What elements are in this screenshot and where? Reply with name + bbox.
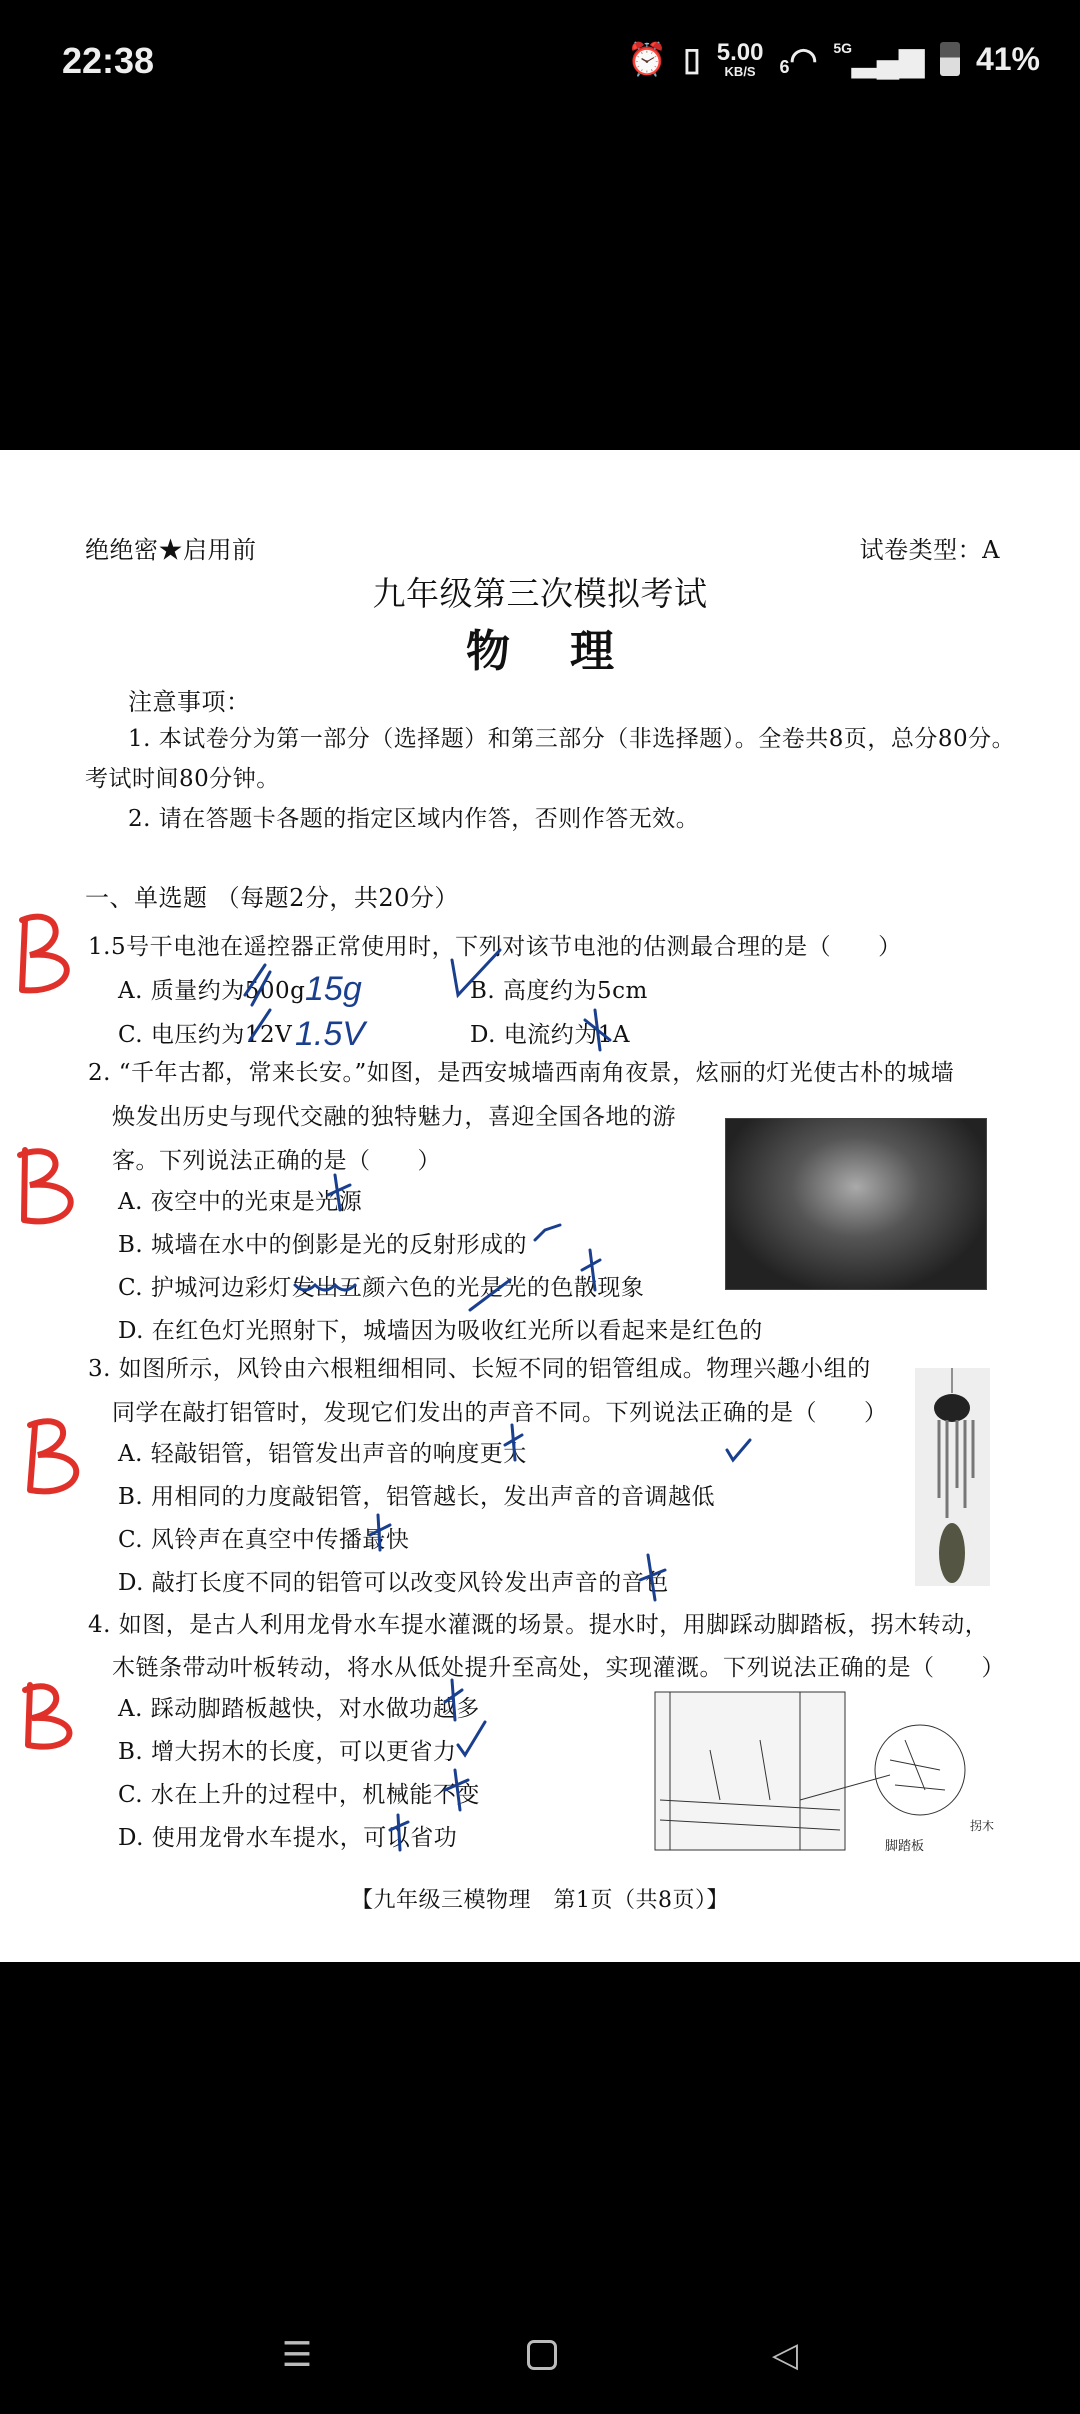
subject-title: 物理: [466, 626, 674, 677]
q4-stem-1: 4. 如图，是古人利用龙骨水车提水灌溉的场景。提水时，用脚踩动脚踏板，拐木转动，: [88, 1612, 989, 1638]
handwritten-1-5v: 1.5V: [295, 1015, 365, 1053]
handwritten-15g: 15g: [305, 970, 362, 1008]
paper-type: 试卷类型：A: [859, 536, 1000, 564]
q1-option-b: B. 高度约为5cm: [470, 978, 648, 1004]
pedal-label: 脚踏板: [885, 1839, 925, 1854]
back-icon: ◁: [771, 2335, 799, 2375]
exam-title: 九年级第三次模拟考试: [372, 574, 708, 613]
q1-option-a: A. 质量约为500g: [118, 978, 306, 1004]
confidential-label: 绝绝密★启用前: [85, 536, 257, 564]
battery-percent: 41%: [975, 40, 1040, 77]
q3-option-c: C. 风铃声在真空中传播最快: [118, 1527, 410, 1553]
q4-option-b: B. 增大拐木的长度，可以更省力: [118, 1739, 457, 1765]
back-button[interactable]: [760, 2330, 810, 2380]
q3-stem-2: 同学在敲打铝管时，发现它们发出的声音不同。下列说法正确的是（ ）: [112, 1400, 888, 1426]
red-answer-marks: [20, 917, 76, 1747]
net-speed: 5.00 KB/S: [716, 38, 764, 79]
q2-stem-2: 焕发出历史与现代交融的独特魅力，喜迎全国各地的游: [112, 1104, 676, 1130]
section-heading: 一、单选题 （每题2分，共20分）: [85, 884, 459, 912]
answer-b-q1: [22, 917, 67, 991]
home-button[interactable]: [517, 2330, 567, 2380]
alarm-icon: ⏰: [627, 41, 668, 77]
answer-b-q4: [25, 1685, 69, 1747]
navigation-bar: [0, 2300, 1080, 2414]
answer-b-q2: [20, 1150, 71, 1221]
menu-icon: ☰: [281, 2335, 313, 2375]
water-wheel-illustration: [650, 1690, 1000, 1855]
q4-option-d: D. 使用龙骨水车提水，可以省功: [118, 1825, 458, 1851]
page-footer: 【九年级三模物理 第1页（共8页）】: [351, 1888, 729, 1913]
q1-stem: 1.5号干电池在遥控器正常使用时，下列对该节电池的估测最合理的是（ ）: [88, 934, 902, 960]
vibrate-icon: ▯: [683, 41, 701, 77]
q1-option-c: C. 电压约为12V: [118, 1022, 293, 1048]
status-bar: [0, 0, 1080, 130]
note-2: 2. 请在答题卡各题的指定区域内作答，否则作答无效。: [128, 806, 700, 832]
q3-option-b: B. 用相同的力度敲铝管，铝管越长，发出声音的音调越低: [118, 1484, 716, 1510]
q4-option-c: C. 水在上升的过程中，机械能不变: [118, 1782, 480, 1808]
notes-heading: 注意事项：: [128, 688, 251, 716]
q3-stem-1: 3. 如图所示，风铃由六根粗细相同、长短不同的铝管组成。物理兴趣小组的: [88, 1356, 871, 1382]
note-1-cont: 考试时间80分钟。: [85, 766, 280, 792]
q4-stem-2: 木链条带动叶板转动，将水从低处提升至高处，实现灌溉。下列说法正确的是（ ）: [112, 1655, 1005, 1681]
city-wall-night-photo: [725, 1118, 987, 1290]
q2-option-b: B. 城墙在水中的倒影是光的反射形成的: [118, 1232, 528, 1258]
clock: 22:38: [62, 40, 155, 81]
home-icon: [527, 2340, 557, 2370]
cell-signal-icon: 5G ▂▄▆: [833, 40, 924, 77]
wifi-icon: 6 ◠: [779, 41, 818, 77]
q2-stem-3: 客。下列说法正确的是（ ）: [112, 1148, 441, 1174]
q2-stem-1: 2. “千年古都，常来长安。”如图，是西安城墙西南角夜景，炫丽的灯光使古朴的城墙: [88, 1060, 955, 1086]
q4-option-a: A. 踩动脚踏板越快，对水做功越多: [118, 1696, 480, 1722]
note-1: 1. 本试卷分为第一部分（选择题）和第三部分（非选择题）。全卷共8页，总分80分。: [128, 726, 1016, 752]
exam-paper: [0, 450, 1080, 1962]
q3-option-d: D. 敲打长度不同的铝管可以改变风铃发出声音的音色: [118, 1570, 669, 1596]
crank-label: 拐木: [970, 1819, 995, 1833]
q2-option-d: D. 在红色灯光照射下，城墙因为吸收红光所以看起来是红色的: [118, 1318, 763, 1344]
q2-option-a: A. 夜空中的光束是光源: [118, 1189, 363, 1215]
q1-option-d: D. 电流约为1A: [470, 1022, 630, 1048]
answer-b-q3: [30, 1421, 76, 1491]
q2-option-c: C. 护城河边彩灯发出五颜六色的光是光的色散现象: [118, 1275, 645, 1301]
battery-icon: [940, 42, 960, 76]
menu-button[interactable]: [272, 2330, 322, 2380]
q3-option-a: A. 轻敲铝管，铝管发出声音的响度更大: [118, 1441, 527, 1467]
wind-chime-photo: [915, 1368, 990, 1586]
